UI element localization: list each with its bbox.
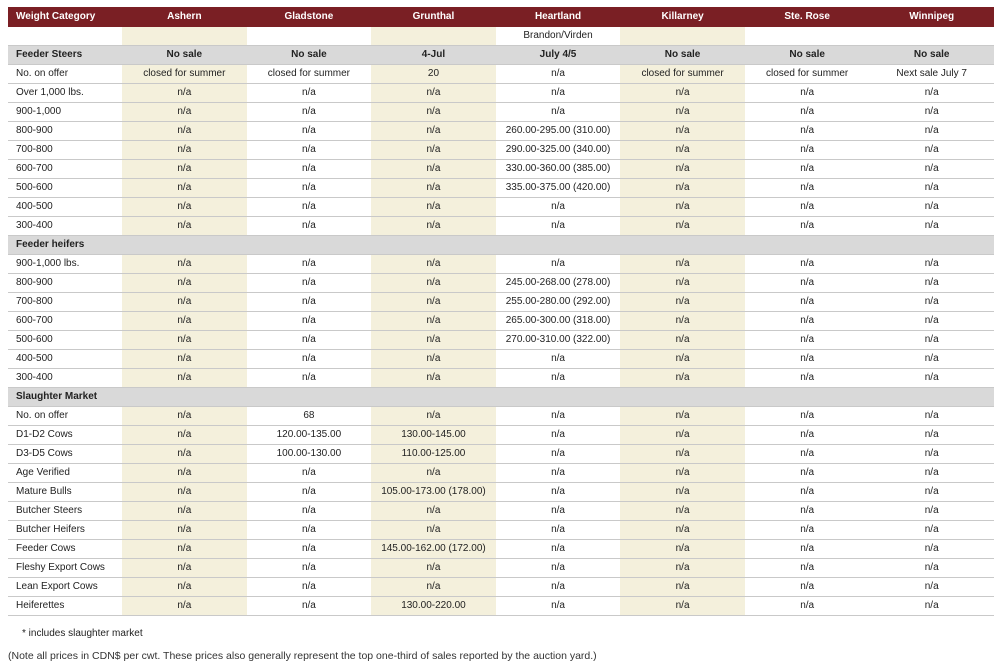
- table-cell: n/a: [247, 84, 372, 103]
- row-label: Feeder Steers: [8, 46, 122, 65]
- section-header: [8, 236, 994, 255]
- table-cell: n/a: [620, 369, 745, 388]
- column-header-winnipeg: Winnipeg: [869, 7, 994, 27]
- row-label: [8, 27, 122, 46]
- table-cell: n/a: [247, 217, 372, 236]
- row-label: Feeder heifers: [8, 236, 122, 255]
- table-cell: n/a: [122, 464, 247, 483]
- table-row: [8, 122, 994, 141]
- table-cell: [122, 27, 247, 46]
- column-header-weight-category: Weight Category: [8, 7, 122, 27]
- table-cell: n/a: [745, 521, 870, 540]
- table-cell: closed for summer: [247, 65, 372, 84]
- table-cell: 120.00-135.00: [247, 426, 372, 445]
- table-cell: n/a: [745, 407, 870, 426]
- table-row: [8, 217, 994, 236]
- table-cell: July 4/5: [496, 46, 621, 65]
- table-cell: n/a: [620, 141, 745, 160]
- table-cell: n/a: [122, 179, 247, 198]
- table-cell: n/a: [869, 198, 994, 217]
- table-cell: n/a: [122, 217, 247, 236]
- table-cell: n/a: [247, 540, 372, 559]
- table-cell: n/a: [371, 407, 496, 426]
- table-cell: n/a: [869, 217, 994, 236]
- table-cell: n/a: [496, 578, 621, 597]
- table-cell: No sale: [869, 46, 994, 65]
- table-cell: n/a: [496, 540, 621, 559]
- table-cell: n/a: [869, 255, 994, 274]
- table-cell: 145.00-162.00 (172.00): [371, 540, 496, 559]
- row-label: 900-1,000 lbs.: [8, 255, 122, 274]
- table-cell: n/a: [122, 331, 247, 350]
- column-header-killarney: Killarney: [620, 7, 745, 27]
- table-cell: 265.00-300.00 (318.00): [496, 312, 621, 331]
- table-row: [8, 312, 994, 331]
- row-label: 700-800: [8, 141, 122, 160]
- table-cell: n/a: [869, 84, 994, 103]
- column-header-ste-rose: Ste. Rose: [745, 7, 870, 27]
- table-cell: n/a: [869, 369, 994, 388]
- table-cell: n/a: [247, 578, 372, 597]
- table-row: [8, 521, 994, 540]
- table-cell: [371, 388, 496, 407]
- table-cell: n/a: [247, 160, 372, 179]
- table-cell: n/a: [620, 160, 745, 179]
- table-cell: n/a: [247, 559, 372, 578]
- table-cell: n/a: [869, 331, 994, 350]
- table-cell: [122, 388, 247, 407]
- row-label: Feeder Cows: [8, 540, 122, 559]
- table-cell: n/a: [496, 521, 621, 540]
- table-cell: n/a: [745, 255, 870, 274]
- row-label: D1-D2 Cows: [8, 426, 122, 445]
- table-cell: n/a: [869, 312, 994, 331]
- table-cell: n/a: [122, 141, 247, 160]
- table-cell: n/a: [371, 274, 496, 293]
- table-cell: n/a: [620, 122, 745, 141]
- table-cell: n/a: [496, 483, 621, 502]
- table-cell: n/a: [620, 217, 745, 236]
- table-row: [8, 179, 994, 198]
- table-cell: 100.00-130.00: [247, 445, 372, 464]
- table-cell: n/a: [869, 521, 994, 540]
- table-row: [8, 160, 994, 179]
- table-cell: n/a: [869, 141, 994, 160]
- table-cell: n/a: [496, 350, 621, 369]
- table-cell: n/a: [745, 160, 870, 179]
- table-cell: n/a: [745, 141, 870, 160]
- table-cell: n/a: [122, 255, 247, 274]
- table-cell: n/a: [496, 597, 621, 616]
- table-cell: n/a: [371, 141, 496, 160]
- table-cell: n/a: [620, 597, 745, 616]
- table-cell: 335.00-375.00 (420.00): [496, 179, 621, 198]
- table-cell: n/a: [620, 255, 745, 274]
- table-cell: 105.00-173.00 (178.00): [371, 483, 496, 502]
- table-cell: Brandon/Virden: [496, 27, 621, 46]
- table-cell: n/a: [745, 103, 870, 122]
- table-cell: n/a: [371, 217, 496, 236]
- table-cell: n/a: [745, 331, 870, 350]
- table-cell: [247, 27, 372, 46]
- table-cell: [496, 388, 621, 407]
- table-cell: n/a: [371, 502, 496, 521]
- table-row: [8, 198, 994, 217]
- table-cell: [869, 236, 994, 255]
- table-cell: n/a: [869, 502, 994, 521]
- table-cell: n/a: [122, 578, 247, 597]
- table-cell: n/a: [869, 179, 994, 198]
- table-cell: n/a: [247, 464, 372, 483]
- table-cell: n/a: [869, 350, 994, 369]
- table-cell: n/a: [371, 198, 496, 217]
- table-cell: n/a: [496, 445, 621, 464]
- table-cell: n/a: [496, 84, 621, 103]
- table-cell: n/a: [745, 464, 870, 483]
- table-row: [8, 369, 994, 388]
- table-cell: n/a: [122, 369, 247, 388]
- table-cell: n/a: [869, 445, 994, 464]
- table-cell: n/a: [122, 407, 247, 426]
- auction-prices-table: [8, 7, 994, 616]
- table-cell: n/a: [122, 293, 247, 312]
- table-cell: n/a: [247, 350, 372, 369]
- row-label: 800-900: [8, 274, 122, 293]
- table-cell: n/a: [745, 426, 870, 445]
- table-row: [8, 540, 994, 559]
- table-row: [8, 65, 994, 84]
- table-cell: n/a: [122, 483, 247, 502]
- table-cell: n/a: [869, 559, 994, 578]
- table-cell: [620, 388, 745, 407]
- section-header: [8, 388, 994, 407]
- table-cell: n/a: [247, 274, 372, 293]
- table-cell: n/a: [869, 103, 994, 122]
- table-cell: [869, 27, 994, 46]
- section-header: [8, 46, 994, 65]
- row-label: 500-600: [8, 331, 122, 350]
- row-label: Butcher Heifers: [8, 521, 122, 540]
- table-cell: n/a: [496, 426, 621, 445]
- table-cell: n/a: [247, 483, 372, 502]
- table-cell: n/a: [371, 331, 496, 350]
- row-label: 300-400: [8, 217, 122, 236]
- table-row: [8, 255, 994, 274]
- table-cell: n/a: [247, 179, 372, 198]
- row-label: 500-600: [8, 179, 122, 198]
- table-cell: 4-Jul: [371, 46, 496, 65]
- table-cell: n/a: [247, 331, 372, 350]
- table-cell: [620, 236, 745, 255]
- row-label: Over 1,000 lbs.: [8, 84, 122, 103]
- table-cell: [745, 236, 870, 255]
- table-cell: 260.00-295.00 (310.00): [496, 122, 621, 141]
- column-header-gladstone: Gladstone: [247, 7, 372, 27]
- row-label: D3-D5 Cows: [8, 445, 122, 464]
- table-cell: n/a: [122, 198, 247, 217]
- table-row: [8, 274, 994, 293]
- table-cell: n/a: [496, 369, 621, 388]
- table-row: [8, 331, 994, 350]
- table-cell: n/a: [247, 597, 372, 616]
- table-cell: closed for summer: [122, 65, 247, 84]
- table-cell: [247, 388, 372, 407]
- table-cell: n/a: [620, 312, 745, 331]
- table-cell: 330.00-360.00 (385.00): [496, 160, 621, 179]
- table-cell: n/a: [745, 293, 870, 312]
- table-cell: n/a: [745, 198, 870, 217]
- table-cell: n/a: [620, 521, 745, 540]
- table-cell: n/a: [620, 350, 745, 369]
- table-cell: n/a: [869, 160, 994, 179]
- table-cell: n/a: [869, 122, 994, 141]
- column-header-ashern: Ashern: [122, 7, 247, 27]
- row-label: 400-500: [8, 350, 122, 369]
- table-cell: n/a: [247, 502, 372, 521]
- table-cell: 255.00-280.00 (292.00): [496, 293, 621, 312]
- table-cell: n/a: [122, 426, 247, 445]
- table-cell: n/a: [745, 122, 870, 141]
- row-label: Heiferettes: [8, 597, 122, 616]
- table-cell: No sale: [247, 46, 372, 65]
- table-cell: n/a: [122, 540, 247, 559]
- table-cell: n/a: [620, 274, 745, 293]
- row-label: 400-500: [8, 198, 122, 217]
- table-cell: n/a: [122, 597, 247, 616]
- row-label: Lean Export Cows: [8, 578, 122, 597]
- table-cell: n/a: [122, 521, 247, 540]
- row-label: Fleshy Export Cows: [8, 559, 122, 578]
- table-cell: n/a: [247, 369, 372, 388]
- table-cell: n/a: [745, 179, 870, 198]
- table-cell: [371, 236, 496, 255]
- table-cell: n/a: [122, 445, 247, 464]
- table-cell: 110.00-125.00: [371, 445, 496, 464]
- table-cell: [745, 27, 870, 46]
- table-cell: n/a: [122, 274, 247, 293]
- table-cell: n/a: [247, 141, 372, 160]
- table-cell: n/a: [122, 122, 247, 141]
- table-cell: n/a: [496, 407, 621, 426]
- table-cell: n/a: [620, 483, 745, 502]
- table-cell: n/a: [869, 578, 994, 597]
- table-cell: n/a: [371, 103, 496, 122]
- table-row: [8, 559, 994, 578]
- table-cell: n/a: [869, 483, 994, 502]
- table-cell: n/a: [620, 464, 745, 483]
- table-row: [8, 597, 994, 616]
- table-cell: n/a: [247, 255, 372, 274]
- table-cell: n/a: [122, 84, 247, 103]
- column-header-heartland: Heartland: [496, 7, 621, 27]
- table-cell: No sale: [745, 46, 870, 65]
- table-cell: n/a: [620, 445, 745, 464]
- table-cell: n/a: [496, 217, 621, 236]
- table-cell: n/a: [745, 502, 870, 521]
- table-cell: n/a: [247, 122, 372, 141]
- row-label: No. on offer: [8, 407, 122, 426]
- table-cell: n/a: [496, 502, 621, 521]
- row-label: 600-700: [8, 160, 122, 179]
- table-row: [8, 578, 994, 597]
- row-label: 900-1,000: [8, 103, 122, 122]
- table-cell: n/a: [745, 217, 870, 236]
- table-cell: n/a: [745, 274, 870, 293]
- table-cell: Next sale July 7: [869, 65, 994, 84]
- table-row: [8, 502, 994, 521]
- row-label: 300-400: [8, 369, 122, 388]
- table-cell: n/a: [745, 578, 870, 597]
- table-cell: n/a: [745, 369, 870, 388]
- table-cell: n/a: [869, 540, 994, 559]
- table-cell: n/a: [371, 312, 496, 331]
- row-label: Age Verified: [8, 464, 122, 483]
- table-cell: n/a: [869, 274, 994, 293]
- table-row: [8, 483, 994, 502]
- table-cell: n/a: [122, 160, 247, 179]
- table-cell: n/a: [745, 540, 870, 559]
- table-cell: n/a: [869, 407, 994, 426]
- table-cell: n/a: [122, 559, 247, 578]
- table-cell: No sale: [122, 46, 247, 65]
- table-cell: n/a: [620, 407, 745, 426]
- table-cell: n/a: [122, 350, 247, 369]
- price-note: (Note all prices in CDN$ per cwt. These prices also generally represent the top one-third of sales reported by the auction yard.): [8, 650, 597, 662]
- table-cell: n/a: [371, 350, 496, 369]
- table-cell: n/a: [745, 350, 870, 369]
- table-cell: n/a: [869, 597, 994, 616]
- footnote: * includes slaughter market: [22, 628, 143, 639]
- table-cell: n/a: [620, 103, 745, 122]
- table-row: [8, 426, 994, 445]
- table-cell: n/a: [371, 179, 496, 198]
- table-cell: n/a: [496, 198, 621, 217]
- table-cell: n/a: [371, 160, 496, 179]
- table-cell: n/a: [620, 198, 745, 217]
- column-header-grunthal: Grunthal: [371, 7, 496, 27]
- table-cell: n/a: [247, 198, 372, 217]
- table-cell: closed for summer: [745, 65, 870, 84]
- table-cell: n/a: [745, 559, 870, 578]
- table-cell: n/a: [371, 255, 496, 274]
- table-cell: n/a: [620, 559, 745, 578]
- table-cell: n/a: [496, 103, 621, 122]
- location-row: [8, 27, 994, 46]
- table-cell: n/a: [371, 559, 496, 578]
- table-cell: n/a: [745, 84, 870, 103]
- table-cell: n/a: [620, 293, 745, 312]
- table-cell: n/a: [620, 426, 745, 445]
- table-cell: 130.00-145.00: [371, 426, 496, 445]
- table-row: [8, 445, 994, 464]
- row-label: Butcher Steers: [8, 502, 122, 521]
- table-cell: n/a: [496, 65, 621, 84]
- row-label: 800-900: [8, 122, 122, 141]
- table-cell: n/a: [620, 331, 745, 350]
- table-row: [8, 103, 994, 122]
- table-cell: 290.00-325.00 (340.00): [496, 141, 621, 160]
- table-row: [8, 141, 994, 160]
- table-cell: [371, 27, 496, 46]
- table-cell: [869, 388, 994, 407]
- table-cell: n/a: [496, 464, 621, 483]
- table-cell: n/a: [122, 103, 247, 122]
- table-cell: n/a: [620, 578, 745, 597]
- table-cell: closed for summer: [620, 65, 745, 84]
- table-cell: n/a: [869, 293, 994, 312]
- table-cell: [620, 27, 745, 46]
- table-cell: 68: [247, 407, 372, 426]
- table-cell: n/a: [620, 179, 745, 198]
- table-cell: n/a: [869, 426, 994, 445]
- table-cell: n/a: [371, 464, 496, 483]
- table-cell: n/a: [371, 84, 496, 103]
- table-cell: n/a: [496, 559, 621, 578]
- table-cell: [745, 388, 870, 407]
- table-cell: [247, 236, 372, 255]
- table-row: [8, 407, 994, 426]
- row-label: Mature Bulls: [8, 483, 122, 502]
- table-cell: n/a: [247, 312, 372, 331]
- table-cell: [122, 236, 247, 255]
- table-cell: n/a: [122, 502, 247, 521]
- table-row: [8, 350, 994, 369]
- table-cell: n/a: [122, 312, 247, 331]
- table-cell: n/a: [620, 502, 745, 521]
- table-cell: n/a: [745, 483, 870, 502]
- header-row: [8, 7, 994, 27]
- table-cell: n/a: [247, 103, 372, 122]
- table-cell: [496, 236, 621, 255]
- table-cell: n/a: [620, 84, 745, 103]
- table-cell: n/a: [247, 521, 372, 540]
- table-cell: n/a: [247, 293, 372, 312]
- table-row: [8, 293, 994, 312]
- table-cell: 20: [371, 65, 496, 84]
- table-cell: n/a: [371, 578, 496, 597]
- table-cell: No sale: [620, 46, 745, 65]
- table-cell: 245.00-268.00 (278.00): [496, 274, 621, 293]
- table-row: [8, 464, 994, 483]
- table-cell: n/a: [496, 255, 621, 274]
- row-label: Slaughter Market: [8, 388, 122, 407]
- table-cell: n/a: [371, 521, 496, 540]
- table-cell: n/a: [371, 122, 496, 141]
- row-label: No. on offer: [8, 65, 122, 84]
- table-cell: 130.00-220.00: [371, 597, 496, 616]
- table-cell: n/a: [371, 293, 496, 312]
- table-cell: n/a: [745, 312, 870, 331]
- row-label: 700-800: [8, 293, 122, 312]
- table-cell: 270.00-310.00 (322.00): [496, 331, 621, 350]
- table-cell: n/a: [869, 464, 994, 483]
- table-cell: n/a: [745, 445, 870, 464]
- table-cell: n/a: [371, 369, 496, 388]
- table-cell: n/a: [745, 597, 870, 616]
- row-label: 600-700: [8, 312, 122, 331]
- table-row: [8, 84, 994, 103]
- table-cell: n/a: [620, 540, 745, 559]
